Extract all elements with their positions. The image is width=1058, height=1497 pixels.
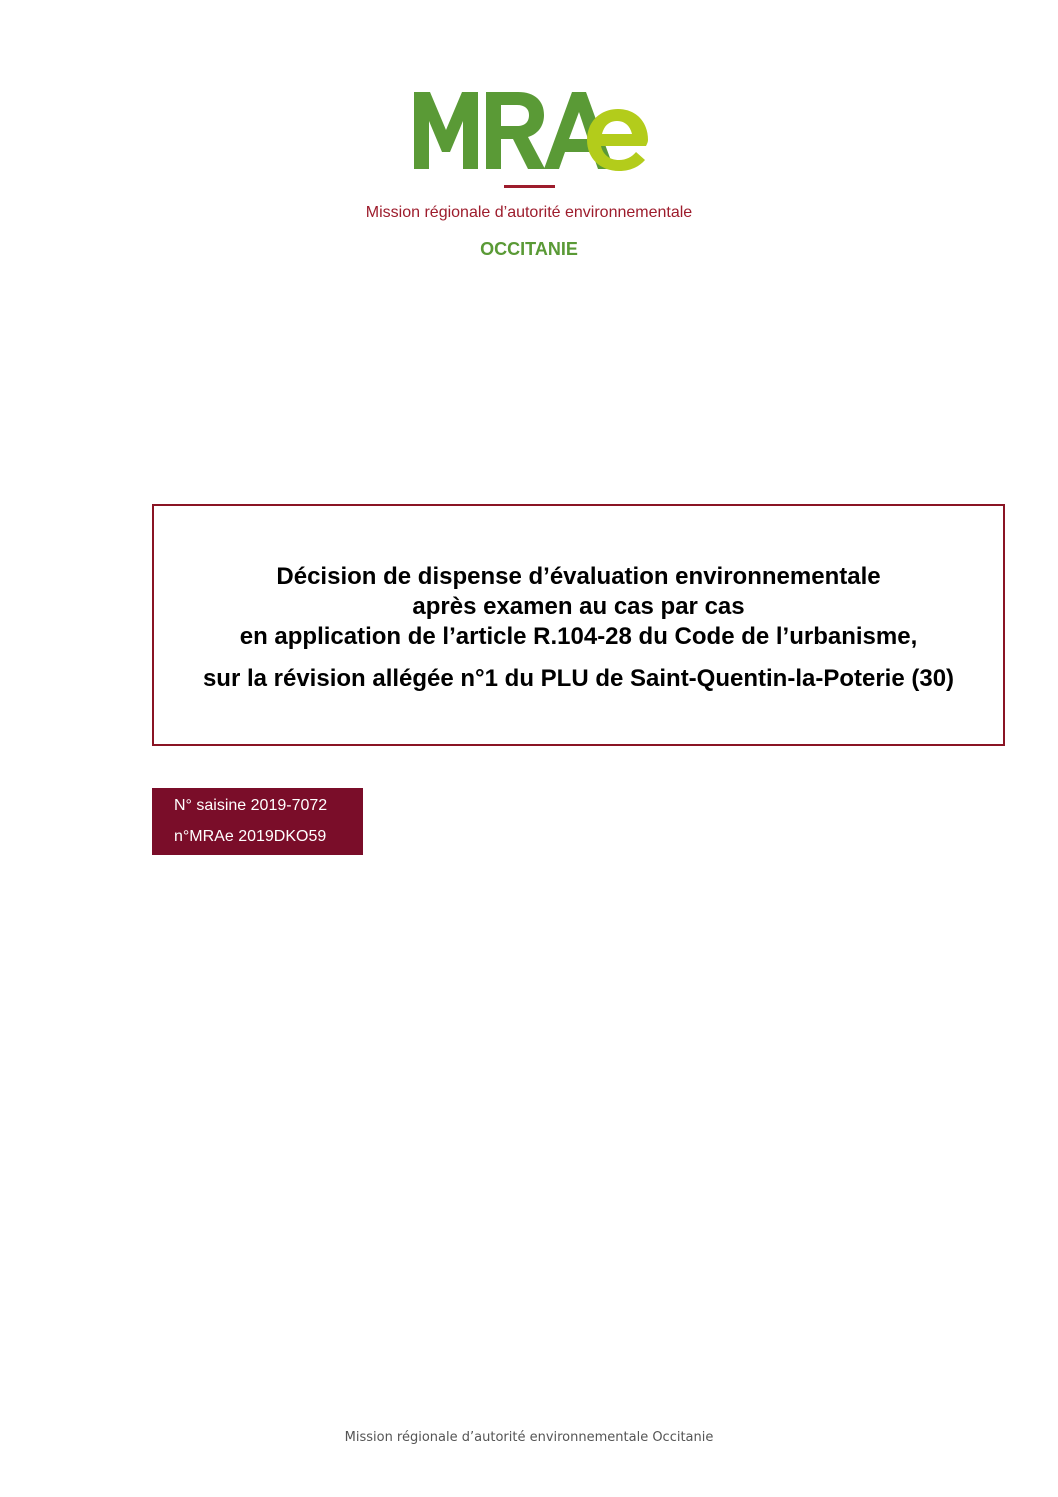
region-name: OCCITANIE xyxy=(480,239,578,259)
decision-title-box xyxy=(152,504,1005,746)
saisine-number: N° saisine 2019-7072 xyxy=(174,797,328,814)
mrae-logo xyxy=(414,86,650,178)
logo-letter-e xyxy=(587,109,648,171)
logo-divider xyxy=(504,185,555,188)
title-line-3: en application de l’article R.104-28 du Code de l’urbanisme, xyxy=(239,623,918,650)
logo-letter-m xyxy=(414,92,478,169)
page-footer: Mission régionale d’autorité environnementale Occitanie xyxy=(344,1430,714,1445)
mrae-number: n°MRAe 2019DKO59 xyxy=(174,828,327,845)
title-line-4: sur la révision allégée n°1 du PLU de Saint-Quentin-la-Poterie (30) xyxy=(202,665,955,692)
title-line-2: après examen au cas par cas xyxy=(412,593,745,620)
title-line-1: Décision de dispense d’évaluation environnementale xyxy=(276,563,881,590)
logo-subtitle: Mission régionale d’autorité environnementale xyxy=(365,204,693,221)
mrae-logo-graphic xyxy=(414,86,650,178)
reference-box xyxy=(152,788,363,855)
logo-letter-r xyxy=(486,92,545,169)
